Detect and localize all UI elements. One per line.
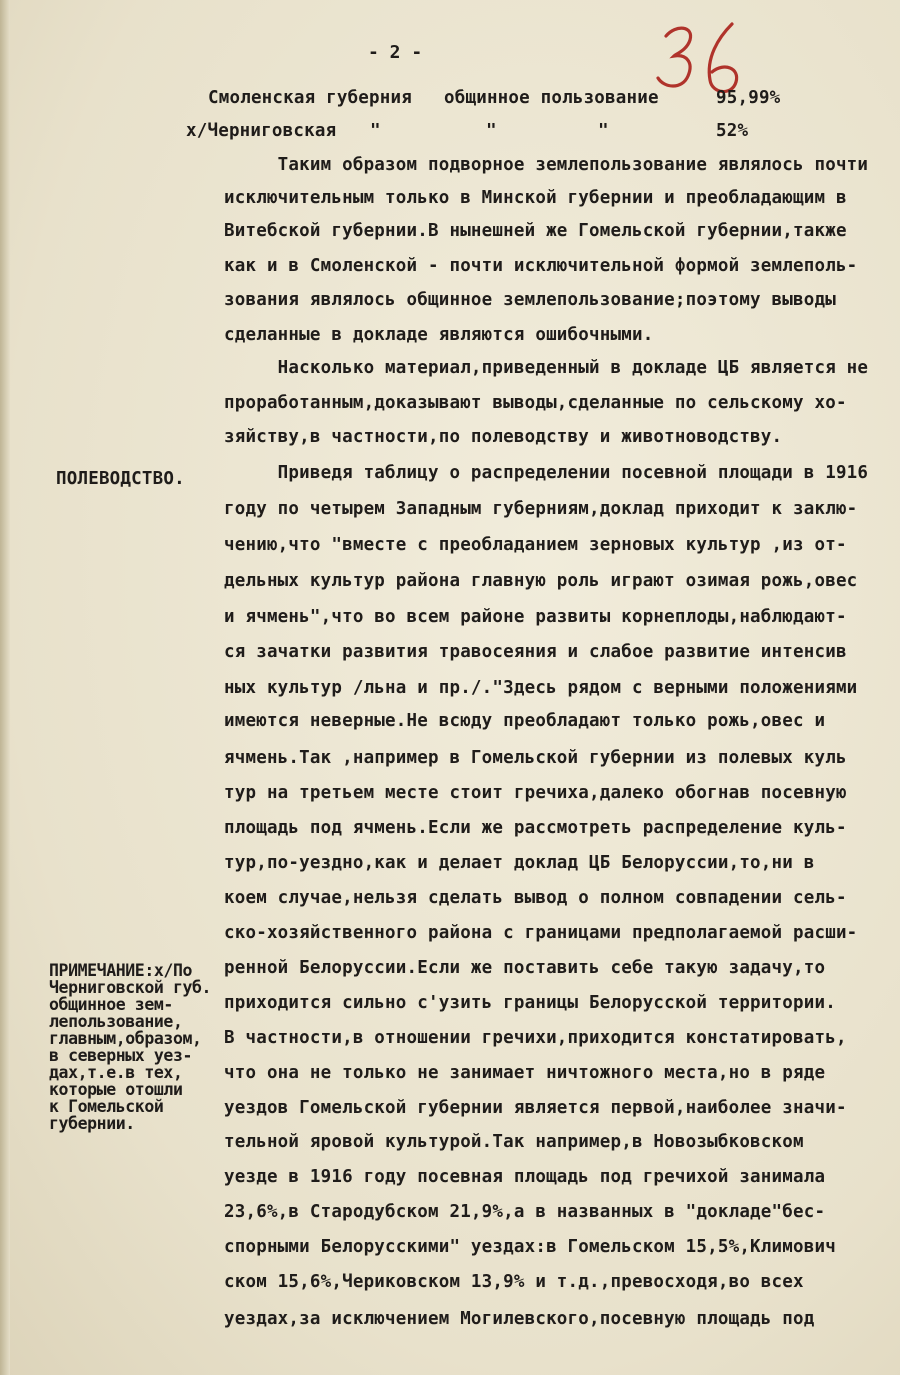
header-row-1-share: 95,99% bbox=[716, 88, 781, 108]
page-number: - 2 - bbox=[368, 42, 423, 63]
margin-note-line: главным,образом, bbox=[49, 1029, 202, 1048]
body-line: сделанные в докладе являются ошибочными. bbox=[224, 325, 654, 345]
body-line: ячмень.Так ,например в Гомельской губернии из полевых куль bbox=[224, 748, 847, 768]
header-row-2-ditto-2: " bbox=[486, 121, 497, 141]
margin-note-line: ПРИМЕЧАНИЕ:х/По bbox=[49, 961, 193, 980]
header-row-2-ditto-3: " bbox=[598, 121, 609, 141]
margin-note-line: лепользование, bbox=[49, 1012, 183, 1031]
header-row-2-region: х/Черниговская bbox=[186, 121, 337, 141]
body-line: В частности,в отношении гречихи,приходится констатировать, bbox=[224, 1028, 847, 1048]
body-line: 23,6%,в Стародубском 21,9%,а в названных в "докладе"бес- bbox=[224, 1202, 826, 1222]
margin-note-line: губернии. bbox=[49, 1114, 135, 1133]
body-line: площадь под ячмень.Если же рассмотреть распределение куль- bbox=[224, 818, 847, 838]
body-line: коем случае,нельзя сделать вывод о полном совпадении сель- bbox=[224, 888, 847, 908]
body-line: зования являлось общинное землепользование;поэтому выводы bbox=[224, 290, 836, 310]
body-line: тельной яровой культурой.Так например,в Новозыбковском bbox=[224, 1132, 804, 1152]
body-line: ся зачатки развития травосеяния и слабое развитие интенсив bbox=[224, 642, 847, 662]
margin-note-line: Черниговской губ. bbox=[49, 978, 212, 997]
body-line: ных культур /льна и пр./."Здесь рядом с верными положениями bbox=[224, 678, 858, 698]
body-line: как и в Смоленской - почти исключительной формой землеполь- bbox=[224, 256, 858, 276]
body-line: Витебской губернии.В нынешней же Гомельской губернии,также bbox=[224, 221, 847, 241]
body-line: приходится сильно с'узить границы Белорусской территории. bbox=[224, 993, 836, 1013]
body-line: тур на третьем месте стоит гречиха,далеко обогнав посевную bbox=[224, 783, 847, 803]
margin-note-line: общинное зем- bbox=[49, 995, 173, 1014]
body-line: Таким образом подворное землепользование являлось почти bbox=[224, 155, 869, 175]
margin-note-line: которые отошли bbox=[49, 1080, 183, 1099]
body-line: и ячмень",что во всем районе развиты корнеплоды,наблюдают- bbox=[224, 607, 847, 627]
body-line: тур,по-уездно,как и делает доклад ЦБ Белоруссии,то,ни в bbox=[224, 853, 815, 873]
body-line: исключительным только в Минской губернии и преобладающим в bbox=[224, 188, 847, 208]
body-line: уездах,за исключением Могилевского,посевную площадь под bbox=[224, 1309, 815, 1329]
body-line: уезде в 1916 году посевная площадь под гречихой занимала bbox=[224, 1167, 826, 1187]
body-line: Приведя таблицу о распределении посевной площади в 1916 bbox=[224, 463, 869, 483]
body-line: чению,что "вместе с преобладанием зерновых культур ,из от- bbox=[224, 535, 847, 555]
header-row-1-region: Смоленская губерния bbox=[208, 88, 412, 108]
body-line: что она не только не занимает ничтожного места,но в ряде bbox=[224, 1063, 826, 1083]
margin-note-line: к Гомельской bbox=[49, 1097, 164, 1116]
body-line: спорными Белорусскими" уездах:в Гомельском 15,5%,Климович bbox=[224, 1237, 836, 1257]
body-line: году по четырем Западным губерниям,доклад приходит к заклю- bbox=[224, 499, 858, 519]
margin-note-line: в северных уез- bbox=[49, 1046, 193, 1065]
body-line: уездов Гомельской губернии является первой,наиболее значи- bbox=[224, 1098, 847, 1118]
body-line: зяйству,в частности,по полеводству и животноводству. bbox=[224, 427, 783, 447]
body-line: ском 15,6%,Чериковском 13,9% и т.д.,превосходя,во всех bbox=[224, 1272, 804, 1292]
page-edge bbox=[0, 0, 10, 1375]
body-line: Насколько материал,приведенный в докладе ЦБ является не bbox=[224, 358, 869, 378]
body-line: ренной Белоруссии.Если же поставить себе такую задачу,то bbox=[224, 958, 826, 978]
margin-note-line: дах,т.е.в тех, bbox=[49, 1063, 183, 1082]
header-row-1-tenure: общинное пользование bbox=[444, 88, 659, 108]
body-line: дельных культур района главную роль играют озимая рожь,овес bbox=[224, 571, 858, 591]
header-row-2-share: 52% bbox=[716, 121, 749, 141]
body-line: имеются неверные.Не всюду преобладают только рожь,овес и bbox=[224, 711, 826, 731]
header-row-2-ditto-1: " bbox=[370, 121, 381, 141]
body-line: проработанным,доказывают выводы,сделанные по сельскому хо- bbox=[224, 393, 847, 413]
margin-heading-polevodstvo: ПОЛЕВОДСТВО. bbox=[56, 469, 185, 489]
body-line: ско-хозяйственного района с границами предполагаемой расши- bbox=[224, 923, 858, 943]
